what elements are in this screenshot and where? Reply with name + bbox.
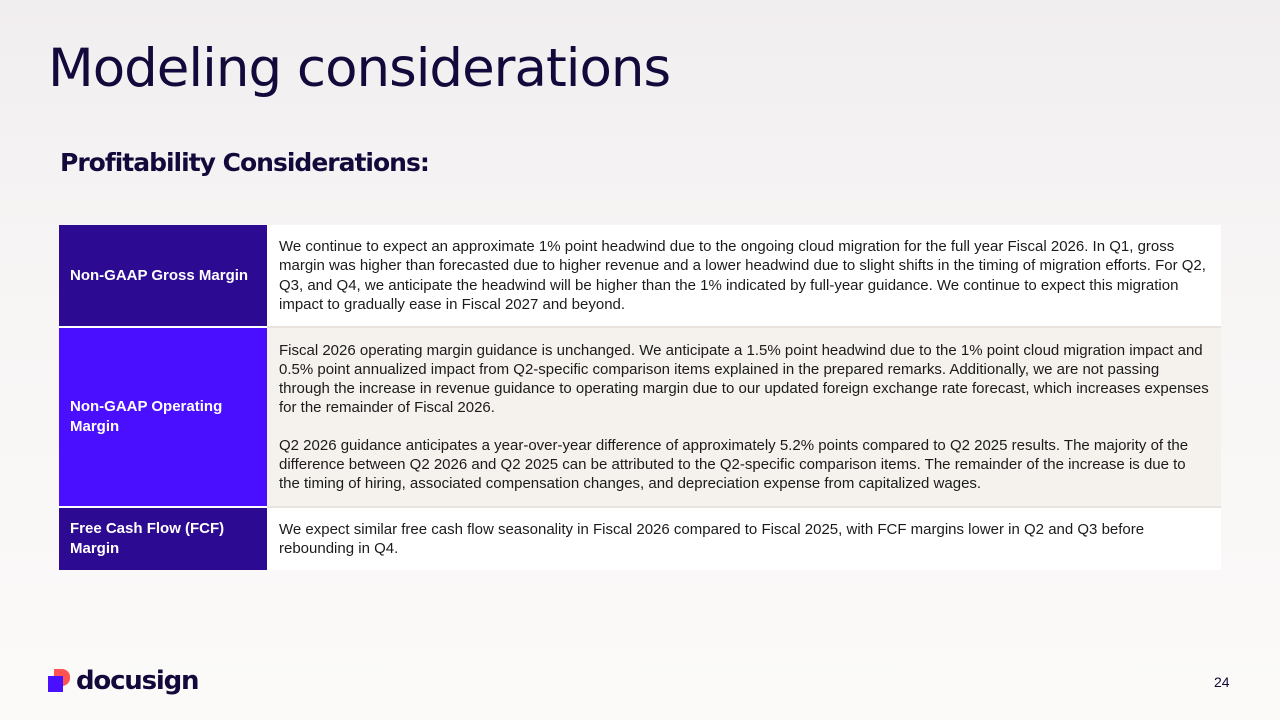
section-subtitle: Profitability Considerations: <box>60 148 429 177</box>
logo-wordmark: docusign <box>76 666 199 696</box>
docusign-logo-icon <box>48 669 72 693</box>
description-paragraph: Fiscal 2026 operating margin guidance is unchanged. We anticipate a 1.5% point headwind due to the 1% point cloud migration impact and 0.5% point annualized impact from Q2-specific comparison items explained in the prepared remarks. Additionally, we are not passing through the increase in revenue guidance to operating margin due to our updated foreign exchange rate forecast, which increases expenses for the remainder of Fiscal 2026. <box>279 341 1209 417</box>
description-paragraph: We continue to expect an approximate 1% point headwind due to the ongoing cloud migration for the full year Fiscal 2026. In Q1, gross margin was higher than forecasted due to higher revenue and a lower headwind due to slight shifts in the timing of migration efforts. For Q2, Q3, and Q4, we anticipate the headwind will be higher than the 1% indicated by full-year guidance. We continue to expect this migration impact to gradually ease in Fiscal 2027 and beyond. <box>279 238 1206 313</box>
row-label: Free Cash Flow (FCF) Margin <box>59 507 267 570</box>
table-row <box>59 507 1221 570</box>
row-description <box>267 327 1221 507</box>
row-description <box>267 507 1221 570</box>
docusign-logo <box>48 666 198 696</box>
row-label: Non-GAAP Gross Margin <box>59 225 267 327</box>
page-number: 24 <box>1214 674 1230 690</box>
description-paragraph: We expect similar free cash flow seasonality in Fiscal 2026 compared to Fiscal 2025, with FCF margins lower in Q2 and Q3 before rebounding in Q4. <box>279 520 1145 557</box>
page-title: Modeling considerations <box>48 38 671 99</box>
table-row <box>59 225 1221 327</box>
row-description <box>267 225 1221 327</box>
table-row <box>59 327 1221 507</box>
description-paragraph: Q2 2026 guidance anticipates a year-over-year difference of approximately 5.2% points compared to Q2 2025 results. The majority of the difference between Q2 2026 and Q2 2025 can be attributed to the Q2-specific comparison items. The remainder of the increase is due to the timing of hiring, associated compensation changes, and depreciation expense from capitalized wages. <box>279 436 1189 492</box>
row-label: Non-GAAP Operating Margin <box>59 327 267 507</box>
considerations-table <box>59 225 1221 570</box>
